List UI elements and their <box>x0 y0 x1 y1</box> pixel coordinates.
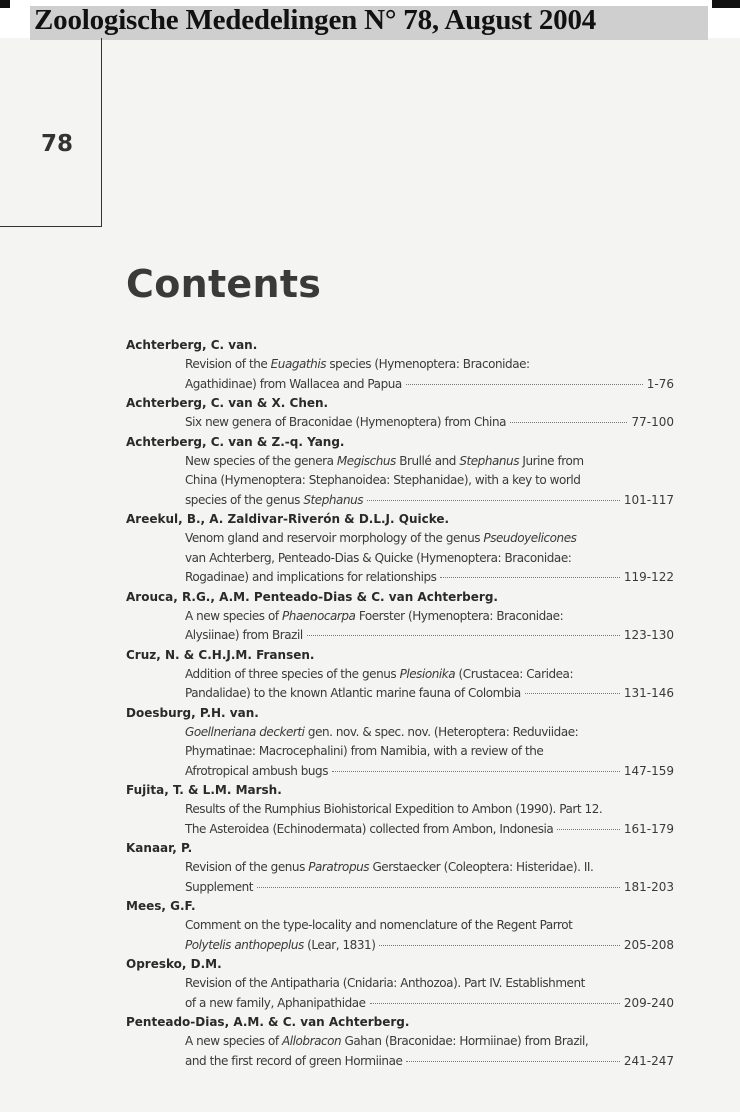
toc-entry <box>126 646 674 704</box>
toc-title-text: Stephanus <box>303 492 364 507</box>
toc-title-text: Megischus <box>336 453 396 468</box>
dot-leader <box>510 421 627 423</box>
corner-mark-left <box>0 0 10 8</box>
toc-title-text: Comment on the type-locality and nomenclature of the Regent Parrot <box>185 918 573 932</box>
dot-leader <box>307 634 620 636</box>
toc-entry-title-line <box>126 549 674 569</box>
toc-title-text: Polytelis anthopeplus <box>185 937 304 952</box>
toc-entry-title-line <box>126 375 674 395</box>
toc-title-text: (Crustacea: Caridea: <box>455 666 574 681</box>
toc-title-text: of a new family, Aphanipathidae <box>185 995 366 1010</box>
toc-title-text: Phymatinae: Macrocephalini) from Namibia, with a review of the <box>185 744 544 758</box>
toc-title-text: Agathidinae) from Wallacea and Papua <box>185 376 402 391</box>
toc-entry-author: Achterberg, C. van & Z.-q. Yang. <box>126 434 345 449</box>
toc-title-text: China (Hymenoptera: Stephanoidea: Stephanidae), with a key to world <box>185 473 581 487</box>
dot-leader <box>370 1002 620 1004</box>
toc-entry <box>126 336 674 394</box>
contents-heading: Contents <box>126 262 322 306</box>
toc-entry-pages: 205-208 <box>623 937 674 952</box>
toc-entry-title-line <box>126 568 674 588</box>
toc-entry <box>126 510 674 588</box>
toc-title-text: and the first record of green Hormiinae <box>185 1053 403 1068</box>
toc-entry-title-line <box>126 820 674 840</box>
toc-entry-author: Areekul, B., A. Zaldivar-Riverón & D.L.J. Quicke. <box>126 512 450 526</box>
toc-title-text: Six new genera of Braconidae (Hymenoptera) from China <box>185 415 507 429</box>
page-number: 78 <box>41 131 74 157</box>
corner-mark-right <box>712 0 740 8</box>
toc-entry-pages: 119-122 <box>623 570 674 584</box>
toc-title-text: Jurine from <box>519 453 584 468</box>
toc-entry <box>126 588 674 646</box>
journal-title: Zoologische Mededelingen N° 78, August 2004 <box>34 4 597 36</box>
toc-entry-pages: 241-247 <box>623 1053 674 1068</box>
toc-entry-title-line <box>126 858 674 878</box>
toc-title-text: Revision of the <box>185 357 271 371</box>
toc-title-text: species (Hymenoptera: Braconidae: <box>326 357 530 371</box>
toc-title-text: Phaenocarpa <box>282 608 356 623</box>
toc-entry-author: Fujita, T. & L.M. Marsh. <box>126 783 282 797</box>
toc-title-text: A new species of <box>185 1034 283 1048</box>
toc-entry-title-line <box>126 1052 674 1072</box>
toc-entry-title-line <box>126 452 674 472</box>
toc-entry-author: Doesburg, P.H. van. <box>126 705 259 720</box>
toc-title-text: Stephanus <box>459 453 520 468</box>
toc-entry-title-line <box>126 355 674 375</box>
journal-header <box>0 0 740 38</box>
dot-leader <box>367 499 620 501</box>
toc-entry-title-line <box>126 471 674 491</box>
toc-entry-title-line <box>126 762 674 782</box>
toc-entry <box>126 433 674 511</box>
toc-entry-title-line <box>126 936 674 956</box>
toc-entry-title-line <box>126 878 674 898</box>
toc-entry-title-line <box>126 974 674 994</box>
toc-title-text: Brullé and <box>395 453 460 468</box>
dot-leader <box>379 944 619 946</box>
toc-entry-pages: 209-240 <box>623 995 674 1010</box>
toc-entry-title-line <box>126 723 674 743</box>
toc-title-text: Afrotropical ambush bugs <box>185 763 329 778</box>
toc-title-text: Plesionika <box>399 666 456 681</box>
toc-entry-author: Mees, G.F. <box>126 899 196 913</box>
table-of-contents <box>126 336 674 1071</box>
toc-title-text: (Lear, 1831) <box>303 937 376 952</box>
toc-title-text: Goellneriana deckerti <box>185 724 305 739</box>
toc-entry-pages: 123-130 <box>623 628 674 642</box>
dot-leader <box>406 1060 619 1062</box>
toc-entry-title-line <box>126 529 674 549</box>
toc-title-text: Pandalidae) to the known Atlantic marine fauna of Colombia <box>185 686 521 700</box>
toc-entry-author: Cruz, N. & C.H.J.M. Fransen. <box>126 647 315 662</box>
toc-title-text: gen. nov. & spec. nov. (Heteroptera: Reduviidae: <box>304 724 579 739</box>
toc-entry-title-line <box>126 916 674 936</box>
toc-title-text: species of the genus <box>185 492 304 507</box>
dot-leader <box>440 576 619 578</box>
toc-entry-author: Achterberg, C. van & X. Chen. <box>126 396 329 410</box>
toc-title-text: Gerstaecker (Coleoptera: Histeridae). II. <box>369 860 594 874</box>
toc-title-text: Euagathis <box>270 357 327 371</box>
toc-entry-title-line <box>126 413 674 433</box>
toc-entry-pages: 161-179 <box>623 821 674 836</box>
toc-title-text: Venom gland and reservoir morphology of the genus <box>185 531 484 545</box>
toc-title-text: Alysiinae) from Brazil <box>185 628 303 642</box>
toc-title-text: van Achterberg, Penteado-Dias & Quicke (Hymenoptera: Braconidae: <box>185 550 572 565</box>
toc-entry-pages: 77-100 <box>631 415 674 429</box>
toc-title-text: Revision of the Antipatharia (Cnidaria: Anthozoa). Part IV. Establishment <box>185 976 585 990</box>
toc-title-text: Foerster (Hymenoptera: Braconidae: <box>355 608 564 623</box>
toc-title-text: Gahan (Braconidae: Hormiinae) from Brazil, <box>341 1034 589 1048</box>
toc-entry <box>126 897 674 955</box>
toc-title-text: Rogadinae) and implications for relationships <box>185 570 437 584</box>
toc-title-text: Supplement <box>185 879 254 894</box>
toc-entry-title-line <box>126 684 674 704</box>
toc-entry-pages: 1-76 <box>646 376 674 391</box>
dot-leader <box>406 383 643 385</box>
toc-entry-title-line <box>126 626 674 646</box>
toc-entry-author: Kanaar, P. <box>126 841 193 855</box>
toc-entry <box>126 704 674 782</box>
dot-leader <box>332 770 620 772</box>
toc-entry-author: Opresko, D.M. <box>126 957 222 971</box>
toc-entry <box>126 1013 674 1071</box>
toc-entry-pages: 131-146 <box>623 686 674 700</box>
toc-title-text: A new species of <box>185 608 283 623</box>
toc-title-text: Paratropus <box>308 860 370 874</box>
toc-entry-pages: 101-117 <box>623 492 674 507</box>
toc-entry-title-line <box>126 994 674 1014</box>
toc-entry <box>126 839 674 897</box>
toc-entry-title-line <box>126 800 674 820</box>
toc-entry <box>126 394 674 433</box>
dot-leader <box>557 828 620 830</box>
dot-leader <box>257 886 620 888</box>
toc-title-text: Results of the Rumphius Biohistorical Expedition to Ambon (1990). Part 12. <box>185 802 603 816</box>
toc-entry-pages: 147-159 <box>623 763 674 778</box>
toc-entry-title-line <box>126 1032 674 1052</box>
dot-leader <box>525 692 620 694</box>
toc-title-text: The Asteroidea (Echinodermata) collected from Ambon, Indonesia <box>185 821 554 836</box>
toc-entry <box>126 955 674 1013</box>
toc-title-text: Allobracon <box>282 1034 342 1048</box>
toc-title-text: New species of the genera <box>185 453 337 468</box>
toc-entry-author: Penteado-Dias, A.M. & C. van Achterberg. <box>126 1015 410 1029</box>
toc-entry-pages: 181-203 <box>623 879 674 894</box>
toc-entry-title-line <box>126 665 674 685</box>
toc-entry-author: Achterberg, C. van. <box>126 338 258 352</box>
toc-entry-author: Arouca, R.G., A.M. Penteado-Dias & C. van Achterberg. <box>126 589 498 604</box>
toc-title-text: Pseudoyelicones <box>483 531 577 545</box>
toc-entry-title-line <box>126 607 674 627</box>
toc-entry-title-line <box>126 491 674 511</box>
toc-entry <box>126 781 674 839</box>
toc-entry-title-line <box>126 742 674 762</box>
toc-title-text: Revision of the genus <box>185 860 309 874</box>
toc-title-text: Addition of three species of the genus <box>185 666 400 681</box>
